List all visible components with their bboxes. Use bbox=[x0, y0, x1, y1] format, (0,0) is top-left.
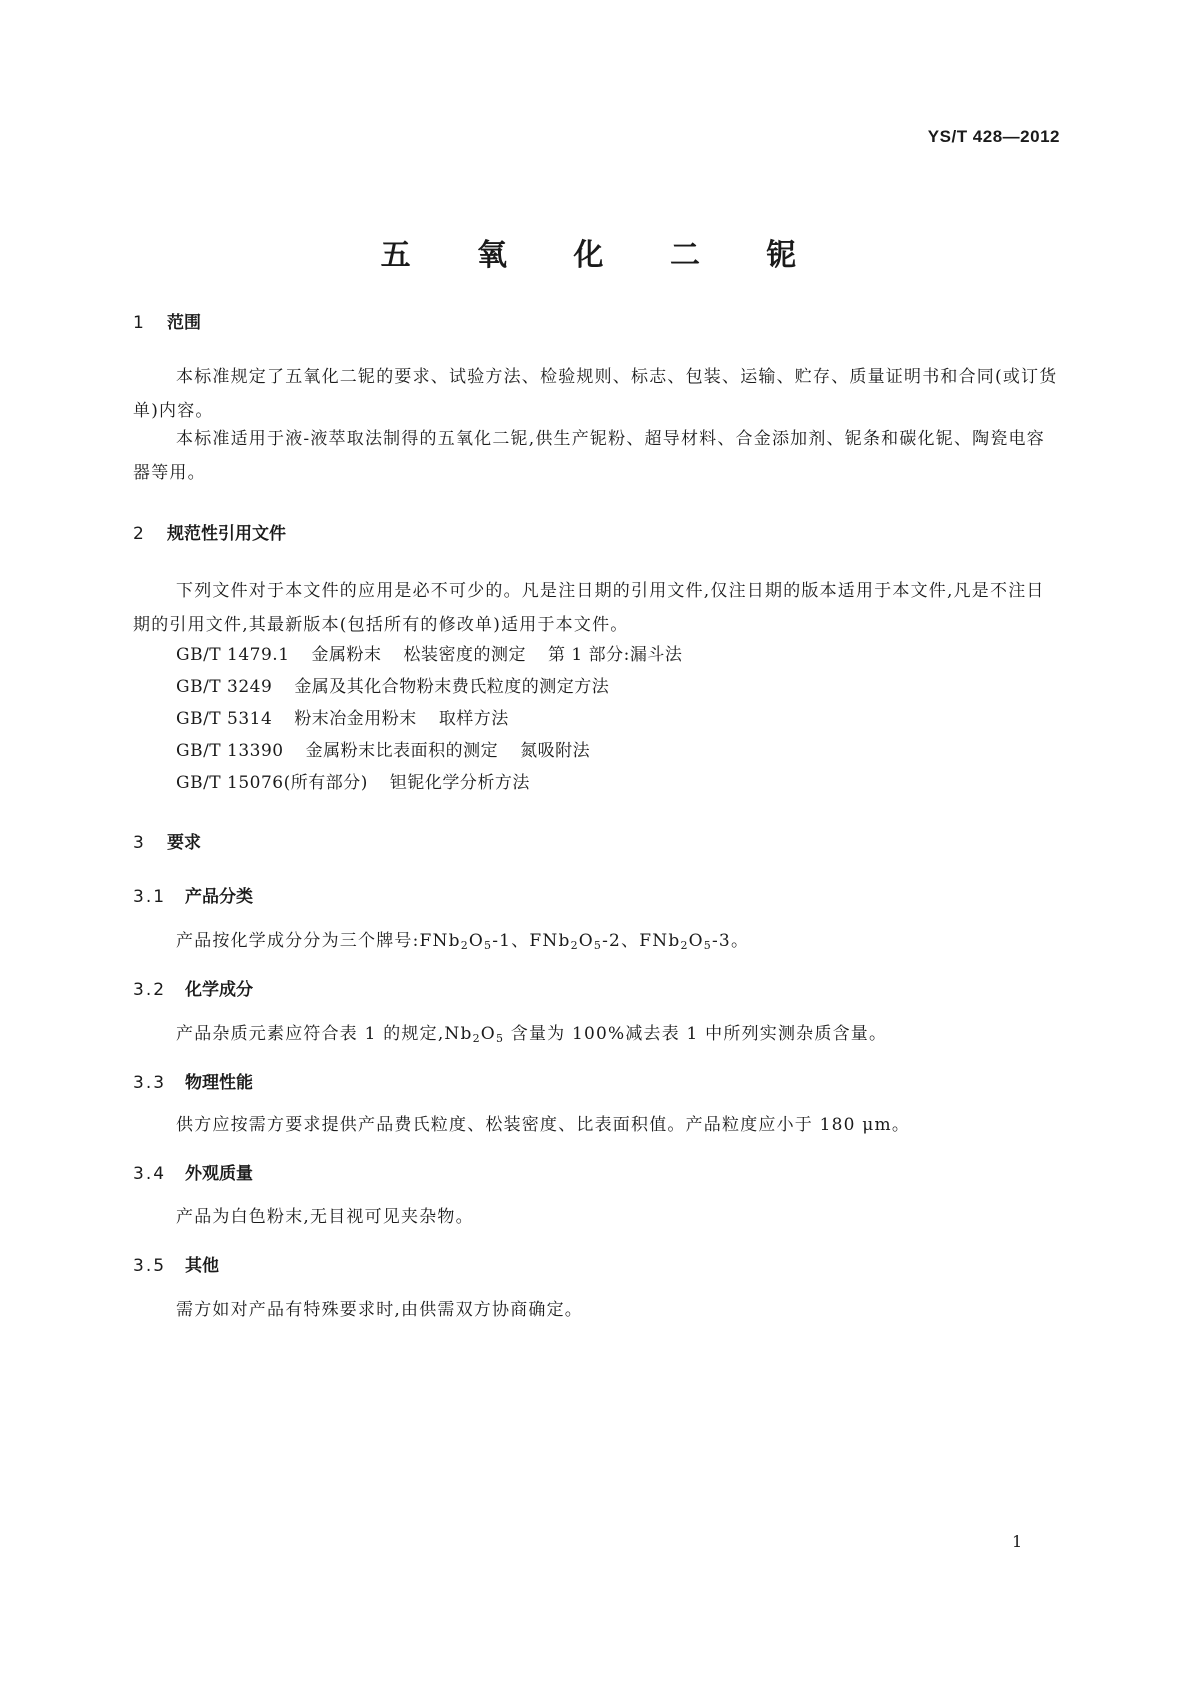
standard-code: YS/T 428—2012 bbox=[927, 127, 1060, 146]
reference-title: 金属及其化合物粉末费氏粒度的测定方法 bbox=[294, 677, 610, 697]
paragraph-text: 需方如对产品有特殊要求时,由供需双方协商确定。 bbox=[176, 1300, 584, 1320]
subsection-3-2-text bbox=[133, 1017, 1060, 1051]
paragraph-text: 下列文件对于本文件的应用是必不可少的。凡是注日期的引用文件,仅注日期的版本适用于本文件,凡是不注日期的引用文件,其最新版本(包括所有的修改单)适用于本文件。 bbox=[133, 581, 1045, 635]
subsection-3-1-heading bbox=[133, 882, 253, 907]
paragraph-text: O bbox=[480, 1024, 496, 1044]
subscript: 2 bbox=[472, 1032, 481, 1045]
subsection-title: 外观质量 bbox=[185, 1164, 253, 1184]
paragraph-text: -3。 bbox=[711, 931, 750, 951]
reference-item bbox=[176, 672, 609, 697]
subsection-3-5-text bbox=[133, 1293, 1060, 1327]
section-title: 范围 bbox=[167, 313, 201, 333]
subsection-title: 其他 bbox=[185, 1256, 219, 1276]
subsection-3-3-heading bbox=[133, 1068, 253, 1093]
reference-code: GB/T 15076(所有部分) bbox=[176, 773, 368, 793]
paragraph-text: 产品按化学成分分为三个牌号:FNb bbox=[176, 931, 461, 951]
subsection-number: 3.1 bbox=[133, 887, 167, 907]
subscript: 5 bbox=[703, 939, 712, 952]
paragraph-text: O bbox=[578, 931, 594, 951]
subsection-number: 3.4 bbox=[133, 1164, 167, 1184]
reference-code: GB/T 5314 bbox=[176, 709, 273, 729]
subscript: 2 bbox=[570, 939, 579, 952]
paragraph-text: 产品杂质元素应符合表 1 的规定,Nb bbox=[176, 1024, 473, 1044]
section-title: 要求 bbox=[167, 833, 201, 853]
section-1-paragraph-1 bbox=[133, 360, 1060, 428]
subsection-number: 3.2 bbox=[133, 980, 167, 1000]
subsection-3-5-heading bbox=[133, 1251, 219, 1276]
reference-item bbox=[176, 640, 682, 665]
paragraph-text: O bbox=[688, 931, 704, 951]
document-title: 五 氧 化 二 铌 bbox=[380, 238, 825, 273]
reference-item bbox=[176, 736, 590, 761]
subsection-title: 物理性能 bbox=[185, 1073, 253, 1093]
subsection-number: 3.5 bbox=[133, 1256, 167, 1276]
reference-title: 第 1 部分:漏斗法 bbox=[548, 645, 683, 665]
section-number: 2 bbox=[133, 524, 144, 544]
reference-title: 金属粉末 bbox=[311, 645, 382, 665]
subsection-3-2-heading bbox=[133, 975, 253, 1000]
section-3-heading bbox=[133, 828, 201, 853]
reference-code: GB/T 1479.1 bbox=[176, 645, 290, 665]
paragraph-text: 产品为白色粉末,无目视可见夹杂物。 bbox=[176, 1207, 474, 1227]
subscript: 5 bbox=[593, 939, 603, 952]
subsection-3-3-text bbox=[133, 1108, 1060, 1142]
subscript: 2 bbox=[460, 939, 469, 952]
subsection-3-1-text bbox=[133, 924, 1060, 958]
reference-item bbox=[176, 704, 509, 729]
reference-title: 松装密度的测定 bbox=[403, 645, 527, 665]
paragraph-text: O bbox=[468, 931, 485, 951]
reference-item bbox=[176, 768, 530, 793]
subsection-title: 化学成分 bbox=[185, 980, 253, 1000]
reference-title: 钽铌化学分析方法 bbox=[389, 773, 530, 793]
reference-title: 粉末冶金用粉末 bbox=[294, 709, 417, 729]
reference-code: GB/T 3249 bbox=[176, 677, 273, 697]
section-2-paragraph-1 bbox=[133, 574, 1060, 642]
paragraph-text: 本标准适用于液-液萃取法制得的五氧化二铌,供生产铌粉、超导材料、合金添加剂、铌条和碳化铌、陶瓷电容器等用。 bbox=[133, 429, 1045, 483]
subsection-number: 3.3 bbox=[133, 1073, 167, 1093]
subsection-3-4-heading bbox=[133, 1159, 253, 1184]
subscript: 5 bbox=[484, 939, 493, 952]
paragraph-text: -2、FNb bbox=[602, 931, 681, 951]
subscript: 2 bbox=[680, 939, 689, 952]
subscript: 5 bbox=[495, 1032, 505, 1045]
reference-title: 取样方法 bbox=[438, 709, 509, 729]
section-title: 规范性引用文件 bbox=[167, 524, 286, 544]
reference-code: GB/T 13390 bbox=[176, 741, 284, 761]
section-number: 1 bbox=[133, 313, 144, 333]
paragraph-text: 本标准规定了五氧化二铌的要求、试验方法、检验规则、标志、包装、运输、贮存、质量证明书和合同(或订货单)内容。 bbox=[133, 367, 1058, 421]
page-number: 1 bbox=[1012, 1532, 1023, 1551]
subsection-title: 产品分类 bbox=[185, 887, 253, 907]
section-number: 3 bbox=[133, 833, 144, 853]
section-1-heading bbox=[133, 308, 201, 333]
reference-title: 金属粉末比表面积的测定 bbox=[305, 741, 499, 761]
paragraph-text: 含量为 100%减去表 1 中所列实测杂质含量。 bbox=[504, 1024, 888, 1044]
reference-title: 氮吸附法 bbox=[520, 741, 591, 761]
paragraph-text: 供方应按需方要求提供产品费氏粒度、松装密度、比表面积值。产品粒度应小于 180 μm。 bbox=[176, 1115, 911, 1135]
paragraph-text: -1、FNb bbox=[492, 931, 571, 951]
section-2-heading bbox=[133, 519, 286, 544]
subsection-3-4-text bbox=[133, 1200, 1060, 1234]
section-1-paragraph-2 bbox=[133, 422, 1060, 490]
